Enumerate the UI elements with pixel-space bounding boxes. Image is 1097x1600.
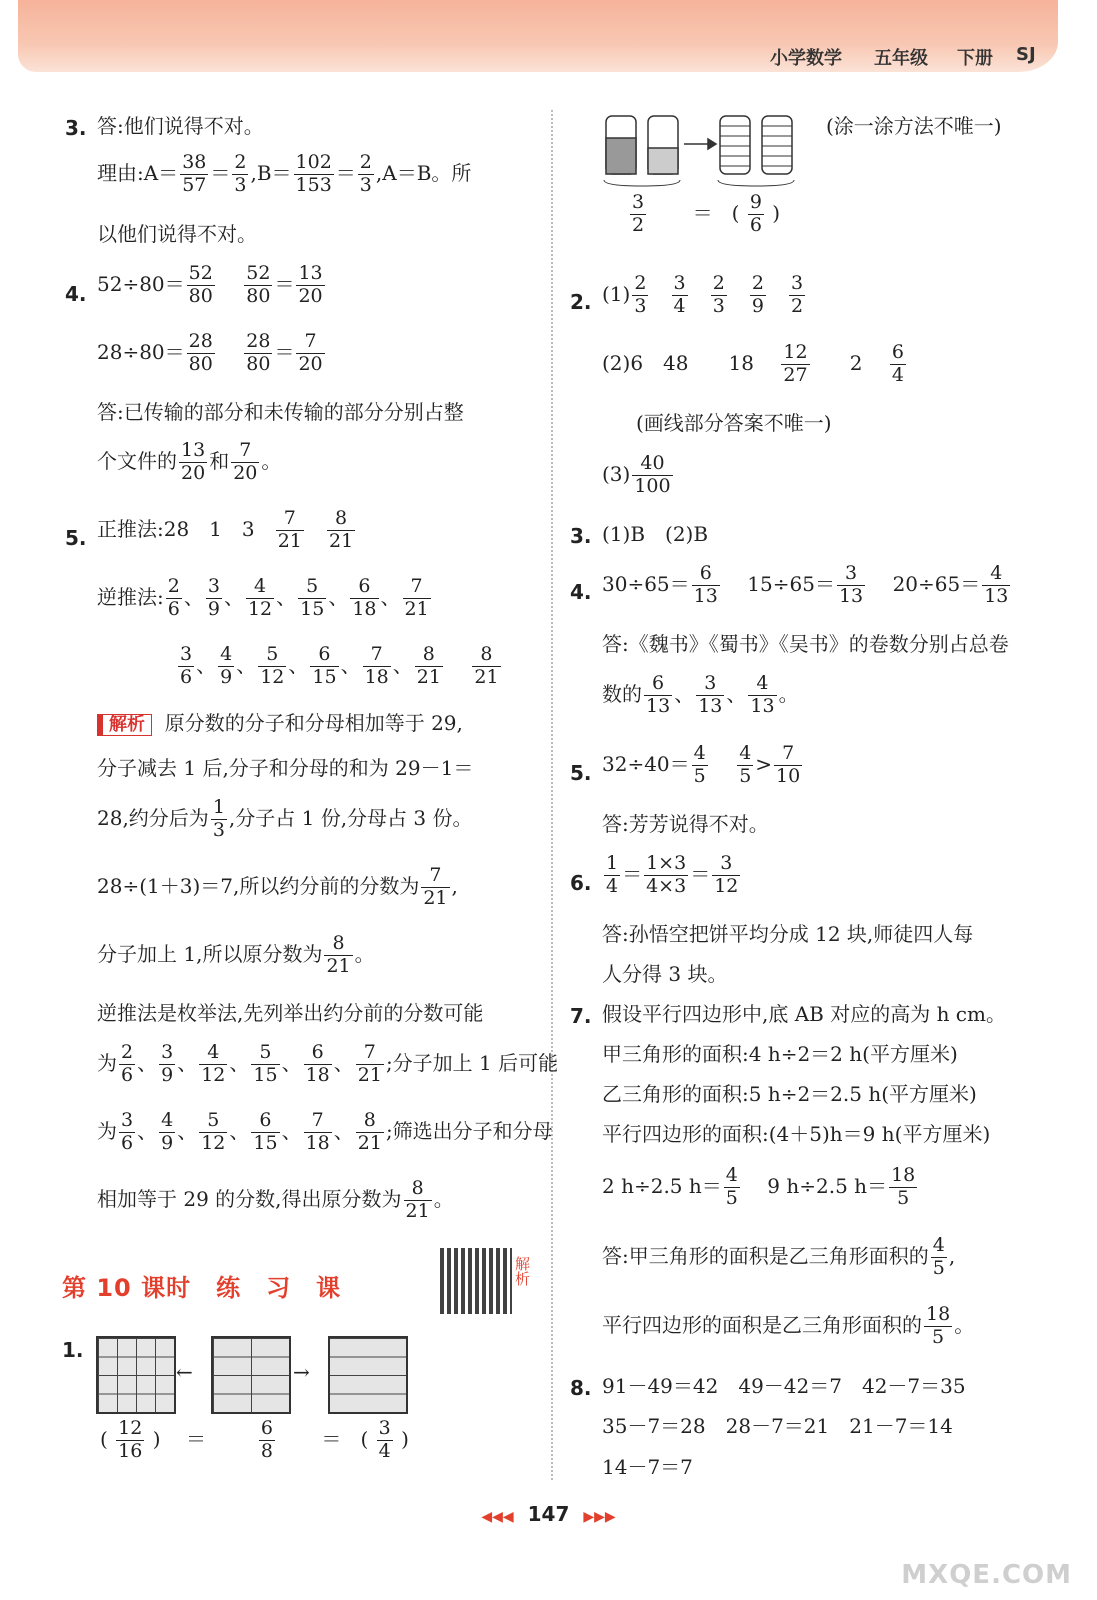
grid-16-parts	[96, 1336, 176, 1414]
question-number: 2.	[570, 290, 592, 314]
analysis-line: 逆推法是枚举法,先列举出约分前的分数可能	[97, 1001, 484, 1025]
arrow-left-icon: ←	[176, 1360, 193, 1384]
reason-line-3: 以他们说得不对。	[97, 222, 257, 246]
answer-text: 数的 $\frac{6}{13}$ 、 $\frac{3}{13}$ 、 $\frac{4}{13}$ 。	[602, 672, 799, 717]
header-subject: 小学数学	[770, 48, 842, 69]
answer-note: (画线部分答案不唯一)	[636, 411, 832, 435]
watermark: MXQE.COM	[901, 1560, 1072, 1590]
analysis-line: 分子减去 1 后,分子和分母的和为 29－1＝	[97, 756, 474, 780]
question-number: 6.	[570, 871, 592, 895]
answer-text: 答:他们说得不对。	[97, 114, 264, 138]
answer-text: 个文件的 $\frac{13}{20}$ 和 $\frac{7}{20}$ 。	[97, 439, 282, 484]
fraction-row: $\frac{3}{2}$ ＝ ( $\frac{9}{6}$ )	[632, 191, 781, 236]
grid-8-parts	[211, 1336, 291, 1414]
question-number: 8.	[570, 1376, 592, 1400]
question-number: 4.	[65, 282, 87, 306]
question-number: 4.	[570, 580, 592, 604]
analysis-tag: 解析	[97, 714, 152, 736]
analysis-line: 为 $\frac{2}{6}$ 、 $\frac{3}{9}$ 、 $\frac{4}{12}$ 、 $\frac{5}{15}$ 、 $\frac{6}{18}$ 、 $\frac{7}{21}$ ;分子加上 1 后可能	[97, 1041, 559, 1086]
solution-line: 平行四边形的面积:(4＋5)h＝9 h(平方厘米)	[602, 1122, 991, 1146]
qr-label: 解析	[513, 1256, 531, 1286]
analysis-line: 分子加上 1,所以原分数为 $\frac{8}{21}$ 。	[97, 932, 375, 977]
header-grade: 五年级	[874, 48, 928, 69]
question-number: 5.	[65, 526, 87, 550]
cylinder-diagram	[600, 108, 800, 190]
forward-method: 正推法:28 1 3 $\frac{7}{21}$ $\frac{8}{21}$	[97, 507, 354, 552]
reason-line: 理由:A＝ $\frac{38}{57}$ ＝ $\frac{2}{3}$ ,B＝ $\frac{102}{153}$ ＝ $\frac{2}{3}$ ,A＝B。所	[97, 151, 472, 196]
answer-text: (1)B (2)B	[602, 522, 709, 546]
solution-line: 假设平行四边形中,底 AB 对应的高为 h cm。	[602, 1002, 1006, 1026]
question-number: 7.	[570, 1004, 592, 1028]
method-note: (涂一涂方法不唯一)	[826, 114, 1002, 138]
header-volume: 下册	[957, 48, 993, 69]
fraction-row: (1) $\frac{2}{3}$ $\frac{3}{4}$ $\frac{2}{3}$ $\frac{2}{9}$ $\frac{3}{2}$	[602, 272, 804, 317]
question-number: 3.	[65, 116, 87, 140]
backward-row-2: $\frac{3}{6}$ 、 $\frac{4}{9}$ 、 $\frac{5}{12}$ 、 $\frac{6}{15}$ 、 $\frac{7}{18}$ 、 $\frac{8}{21}$ $\frac{8}{21}$	[180, 643, 499, 688]
grid-4-parts	[328, 1336, 408, 1414]
answer-text: 平行四边形的面积是乙三角形面积的 $\frac{18}{5}$ 。	[602, 1303, 975, 1348]
equation-line: 30÷65＝ $\frac{6}{13}$ 15÷65＝ $\frac{3}{13}$ 20÷65＝ $\frac{4}{13}$	[602, 562, 1009, 607]
equation-line: 14－7＝7	[602, 1455, 693, 1479]
answer-text: 人分得 3 块。	[602, 962, 728, 986]
question-number: 3.	[570, 524, 592, 548]
page-number-bar	[0, 1502, 1097, 1526]
question-number: 5.	[570, 761, 592, 785]
fraction-row: (2)6 48 18 $\frac{12}{27}$ 2 $\frac{6}{4}$	[602, 341, 904, 386]
section-title: 第 10 课时 练 习 课	[62, 1274, 342, 1302]
arrow-right-icon: →	[293, 1360, 310, 1384]
equation-line: 2 h÷2.5 h＝ $\frac{4}{5}$ 9 h÷2.5 h＝ $\frac{18}{5}$	[602, 1164, 916, 1209]
analysis-line: 28,约分后为 $\frac{1}{3}$ ,分子占 1 份,分母占 3 份。	[97, 796, 473, 841]
solution-line: 乙三角形的面积:5 h÷2＝2.5 h(平方厘米)	[602, 1082, 977, 1106]
equation-line: 91－49＝42 49－42＝7 42－7＝35	[602, 1374, 966, 1398]
answer-text: 答:甲三角形的面积是乙三角形面积的 $\frac{4}{5}$ ,	[602, 1234, 956, 1279]
answer-text: 答:孙悟空把饼平均分成 12 块,师徒四人每	[602, 922, 974, 946]
equation-line: 28÷80＝ $\frac{28}{80}$ $\frac{28}{80}$ ＝ $\frac{7}{20}$	[97, 330, 323, 375]
equation-line: 35－7＝28 28－7＝21 21－7＝14	[602, 1414, 953, 1438]
question-number: 1.	[62, 1338, 84, 1362]
equation-line: 52÷80＝ $\frac{52}{80}$ $\frac{52}{80}$ ＝ $\frac{13}{20}$	[97, 262, 323, 307]
equation-line: 32÷40＝ $\frac{4}{5}$ $\frac{4}{5}$ > $\frac{7}{10}$	[602, 742, 801, 787]
header-edition: SJ	[1016, 44, 1036, 65]
column-divider	[551, 110, 553, 1480]
solution-line: 甲三角形的面积:4 h÷2＝2 h(平方厘米)	[602, 1042, 958, 1066]
fraction-row: (3) $\frac{40}{100}$	[602, 452, 671, 497]
analysis-line: 为 $\frac{3}{6}$ 、 $\frac{4}{9}$ 、 $\frac{5}{12}$ 、 $\frac{6}{15}$ 、 $\frac{7}{18}$ 、 $\frac{8}{21}$ ;筛选出分子和分母	[97, 1109, 553, 1154]
answer-text: 答:已传输的部分和未传输的部分分别占整	[97, 400, 464, 424]
next-arrows-icon: ▶▶▶	[583, 1509, 616, 1525]
analysis-line: 相加等于 29 的分数,得出原分数为 $\frac{8}{21}$ 。	[97, 1177, 454, 1222]
page-number: 147	[527, 1502, 570, 1526]
backward-method: 逆推法: $\frac{2}{6}$ 、 $\frac{3}{9}$ 、 $\frac{4}{12}$ 、 $\frac{5}{15}$ 、 $\frac{6}{18}$ 、 $\frac{7}{21}$	[97, 575, 429, 620]
answer-text: 答:《魏书》《蜀书》《吴书》的卷数分别占总卷	[602, 632, 1009, 656]
prev-arrows-icon: ◀◀◀	[481, 1509, 514, 1525]
qr-code[interactable]	[440, 1248, 512, 1314]
answer-text: 答:芳芳说得不对。	[602, 812, 769, 836]
analysis-line: 28÷(1＋3)＝7,所以约分前的分数为 $\frac{7}{21}$ ,	[97, 864, 458, 909]
fraction-row: ( $\frac{12}{16}$ ) ＝ $\frac{6}{8}$ ＝ ( $\frac{3}{4}$ )	[100, 1417, 409, 1462]
analysis-line: 解析 原分数的分子和分母相加等于 29,	[97, 713, 463, 736]
equation-line: $\frac{1}{4}$ ＝ $\frac{1\times 3}{4\times 3}$ ＝ $\frac{3}{12}$	[606, 852, 739, 897]
